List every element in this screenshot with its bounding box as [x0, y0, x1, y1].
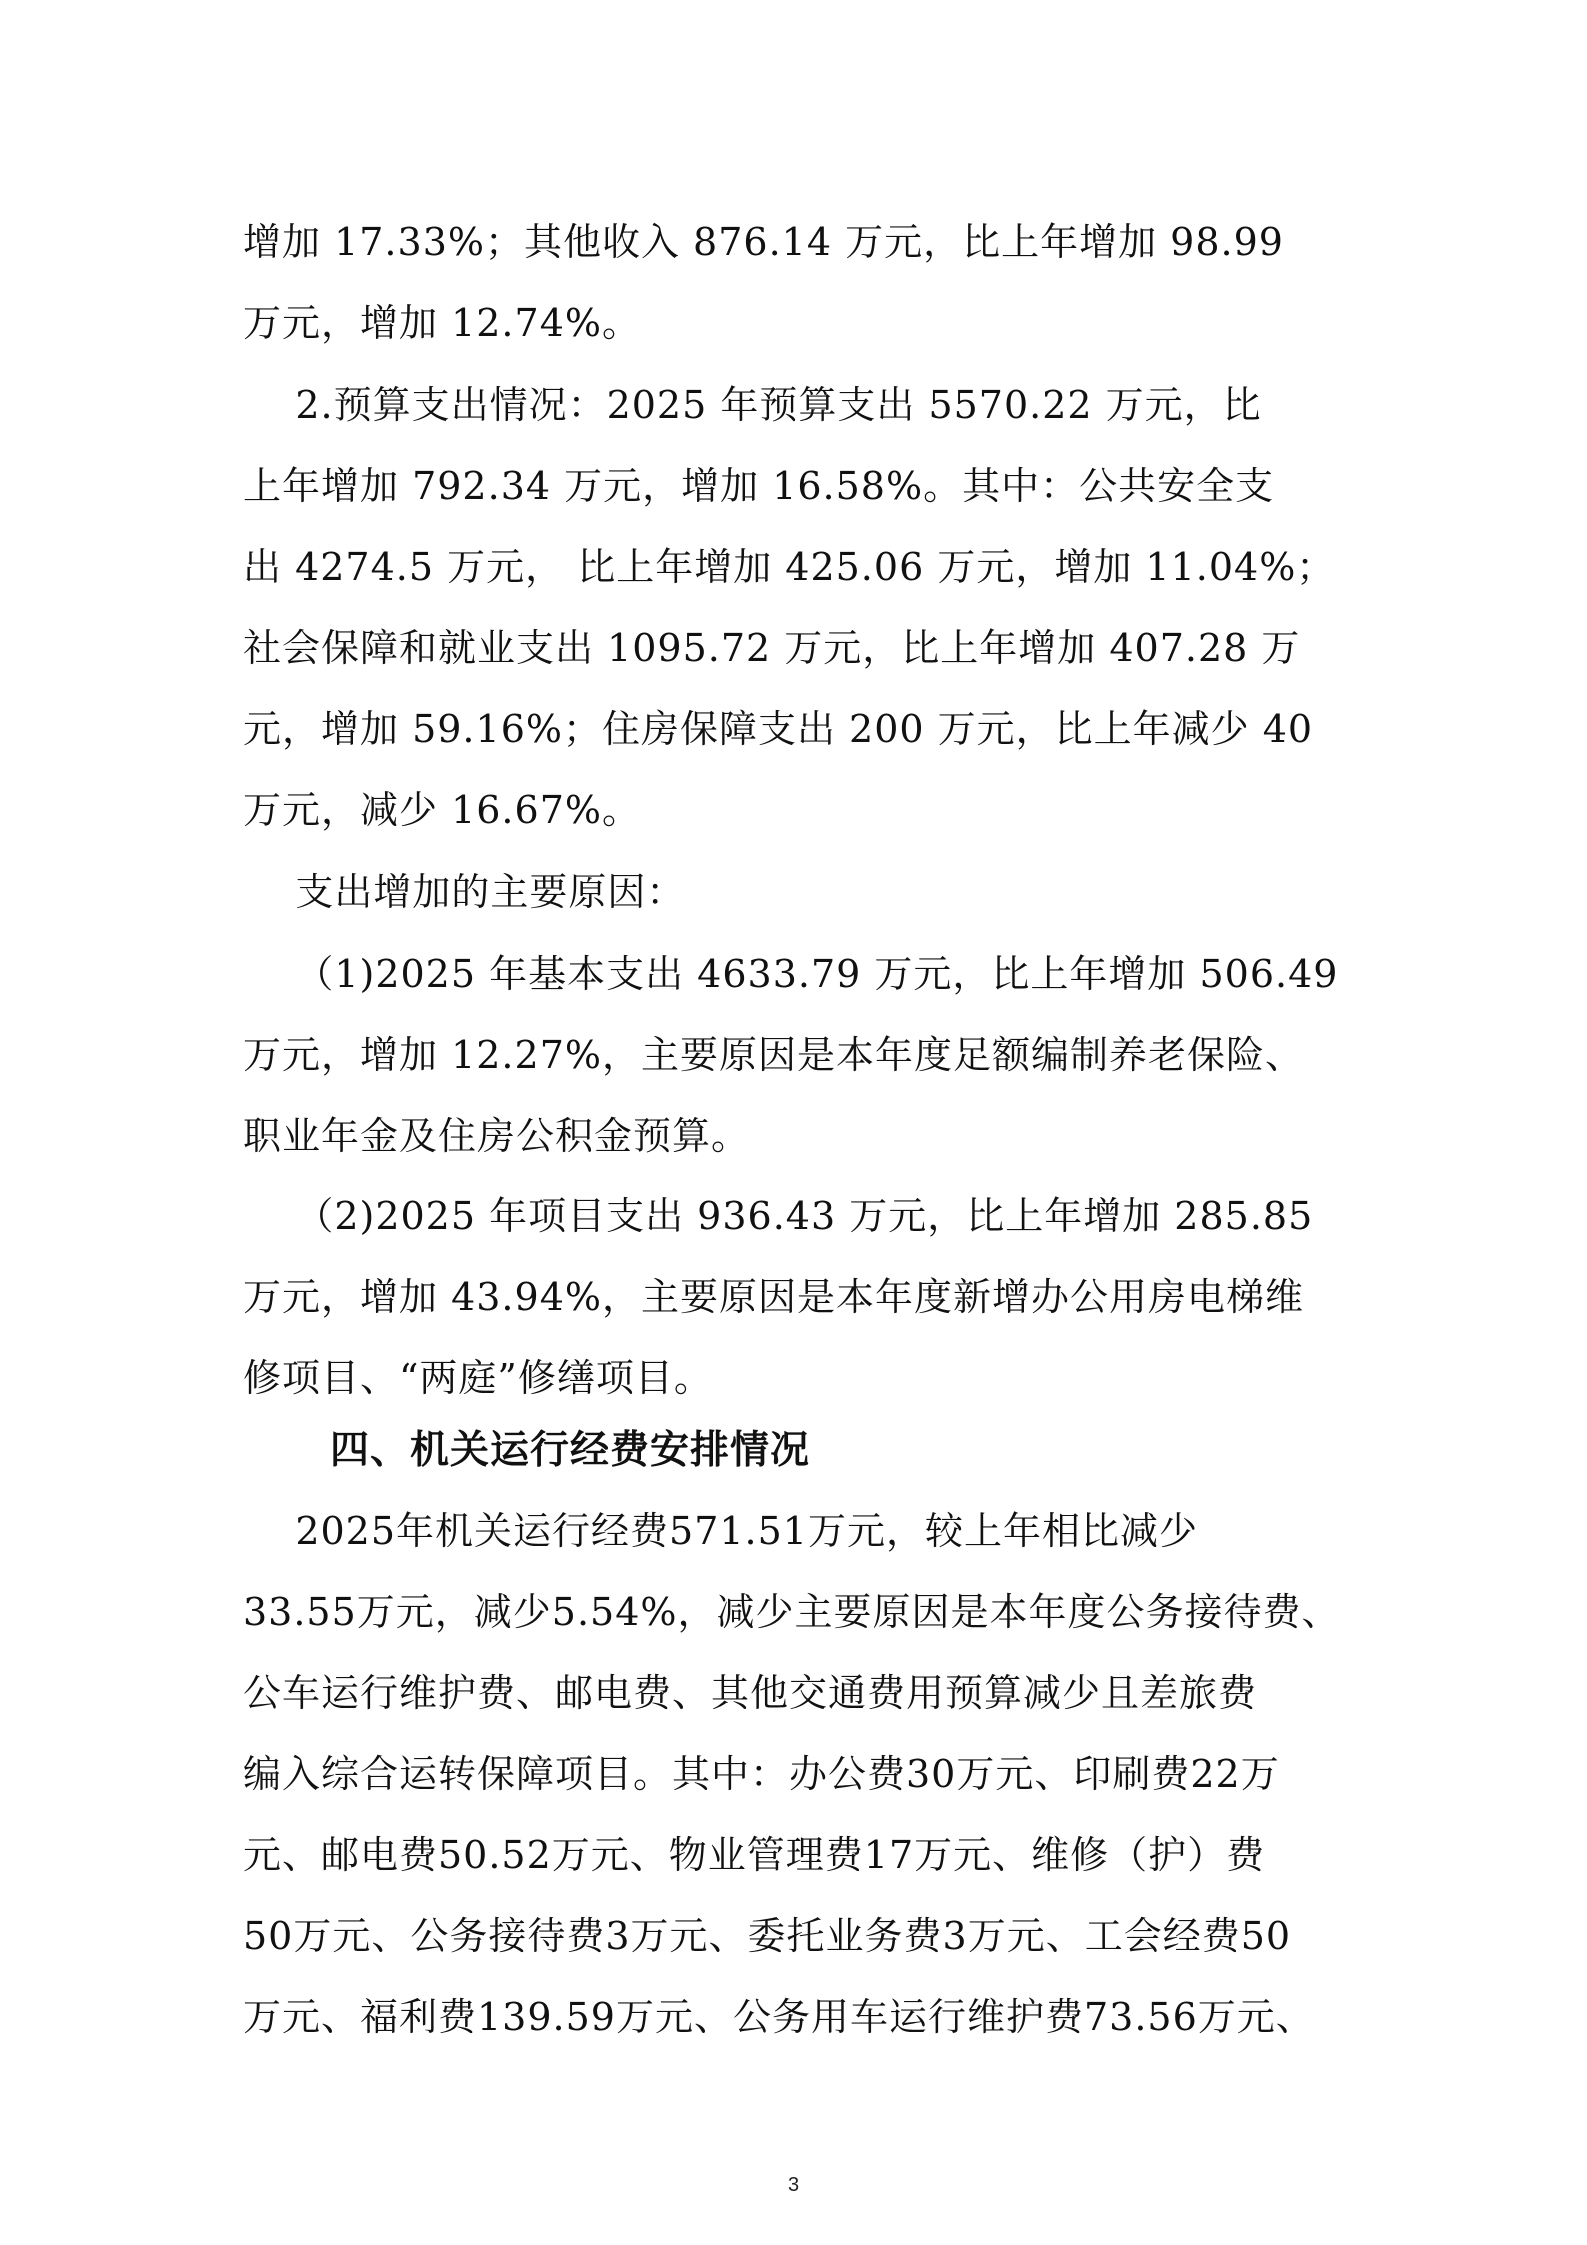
paragraph-basic-expenditure	[243, 934, 1346, 1177]
text-line: 元、邮电费50.52万元、物业管理费17万元、维修（护）费	[243, 1833, 1266, 1877]
text-line: 职业年金及住房公积金预算。	[243, 1114, 751, 1158]
paragraph-increase-reasons-intro	[243, 852, 1346, 933]
text-line: 50万元、公务接待费3万元、委托业务费3万元、工会经费50	[243, 1914, 1292, 1958]
text-line: 元，增加 59.16%；住房保障支出 200 万元，比上年减少 40	[243, 707, 1314, 751]
text-line: （1)2025 年基本支出 4633.79 万元，比上年增加 506.49	[243, 952, 1339, 996]
text-line: 增加 17.33%；其他收入 876.14 万元，比上年增加 98.99	[243, 220, 1284, 264]
text-line: 公车运行维护费、邮电费、其他交通费用预算减少且差旅费	[243, 1671, 1258, 1715]
text-line: 万元、福利费139.59万元、公务用车运行维护费73.56万元、	[243, 1995, 1315, 2039]
text-line: 33.55万元，减少5.54%，减少主要原因是本年度公务接待费、	[243, 1590, 1341, 1634]
text-line: 出 4274.5 万元， 比上年增加 425.06 万元，增加 11.04%；	[243, 545, 1336, 589]
text-line: 2025年机关运行经费571.51万元，较上年相比减少	[243, 1509, 1198, 1553]
paragraph-budget-expenditure	[243, 365, 1346, 851]
text-line: 万元，增加 12.27%，主要原因是本年度足额编制养老保险、	[243, 1033, 1304, 1077]
page-number: 3	[787, 2174, 800, 2196]
text-line: 编入综合运转保障项目。其中：办公费30万元、印刷费22万	[243, 1752, 1280, 1796]
text-line: 2.预算支出情况：2025 年预算支出 5570.22 万元，比	[243, 383, 1262, 427]
section-heading: 四、机关运行经费安排情况	[330, 1428, 811, 1473]
text-line: 万元，增加 43.94%，主要原因是本年度新增办公用房电梯维	[243, 1275, 1304, 1319]
text-line: （2)2025 年项目支出 936.43 万元，比上年增加 285.85	[243, 1194, 1314, 1238]
paragraph-project-expenditure	[243, 1176, 1346, 1419]
text-line: 万元，减少 16.67%。	[243, 788, 641, 832]
text-line: 支出增加的主要原因：	[243, 870, 686, 914]
paragraph-other-income	[243, 202, 1346, 364]
text-line: 上年增加 792.34 万元，增加 16.58%。其中：公共安全支	[243, 464, 1275, 508]
text-line: 万元，增加 12.74%。	[243, 301, 641, 345]
text-line: 社会保障和就业支出 1095.72 万元，比上年增加 407.28 万	[243, 626, 1301, 670]
text-line: 修项目、“两庭”修缮项目。	[243, 1356, 713, 1400]
paragraph-operating-expenses	[243, 1491, 1346, 2058]
